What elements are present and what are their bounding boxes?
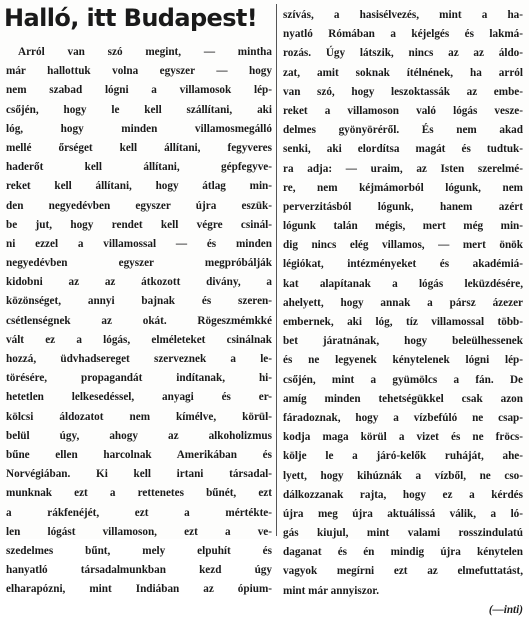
text-line: hanyatló társadalmunkban kezd úgy [6,564,272,577]
text-line: negyedévben egyszer megpróbálják [6,257,272,270]
text-line: senki, aki elordítsa magát és tudtuk- [283,143,523,156]
article-column-right [283,6,523,620]
text-line: van szó, hogy leszoktassák az embe- [283,85,523,98]
text-line: Arról van szó megint, — mintha [18,46,272,58]
text-line: rozás. Úgy látszik, nincs az az áldo- [283,47,523,60]
text-line: elharapózni, mint Indiában az ópium- [6,583,272,596]
text-line: csétlenségnek az okát. Rögeszmémkké [6,314,272,327]
text-line: lóg, hogy minden villamosmegálló [6,122,272,135]
text-line: és ne legyenek kénytelenek lógni lép- [283,354,523,367]
text-line: vagyok megírni ezt az elmefuttatást, [283,565,523,578]
text-line: csőjén, mint a gyümölcs a fán. De [283,373,523,386]
text-line: haderőt kell állítani, gépfegyve- [6,161,272,174]
text-line: lógunk talán mégis, mert még min- [283,220,523,233]
article-title: Halló, itt Budapest! [4,4,258,32]
text-line: re, nem kéjmámorból lógunk, nem [283,181,523,194]
author-signature: (—inti) [488,603,523,616]
text-line: újra meg újra aktuálissá válik, a ló- [283,507,523,520]
text-line: reket a villamoson való lógás vesze- [283,104,523,117]
text-line: már hallottuk volna egyszer — hogy [6,65,272,78]
text-line: kidobni az az átkozott divány, a [6,276,272,289]
text-line: bet járatnának, hogy beleülhessenek [283,335,523,348]
text-line: ra adja: — uraim, az Isten szerelmé- [283,162,523,175]
text-line: vált ez a lógás, elméleteket csinálnak [6,333,272,346]
text-line: gás kiujul, mint valami rosszindulatú [283,527,523,540]
text-line: légiókat, intézményeket és akadémiá- [283,258,523,271]
text-line: közönséget, annyi bajnak és szeren- [6,295,272,308]
text-line: ni ezzel a villamossal — és minden [6,237,272,250]
text-line: nyatló Rómában a kéjelgés és lakmá- [283,28,523,41]
text-line: hetetlen lelkesedéssel, anyagi és er- [6,391,272,404]
text-line: belül úgy, ahogy az alkoholizmus [6,429,272,442]
text-line: mellé őrséget kell állítani, fegyveres [6,141,272,154]
text-line: ahelyett, hogy annak a pársz ázezer [283,296,523,309]
text-line: amíg minden tehetségükkel csak azon [283,392,523,405]
text-line: a rákfenéjét, ezt a mértékte- [6,506,272,519]
text-line: Norvégiában. Ki kell irtani társadal- [6,468,272,481]
text-line: daganat és én mindig újra kénytelen [283,546,523,559]
text-line: törésére, propagandát indítanak, hi- [6,372,272,385]
text-line: szívás, a hasisélvezés, mint a ha- [283,9,523,21]
article-column-left [6,43,272,599]
text-line: munknak ezt a rettenetes bűnét, ezt [6,487,272,500]
text-line: embernek, aki lóg, tíz villamossal több- [283,316,523,328]
text-line: dig nincs elég villamos, — mert önök [283,239,523,252]
text-line: kodja maga körül a vizet és ne fröcs- [283,431,523,444]
text-line: szedelmes bűnt, mely elpuhít és [6,544,272,557]
text-line: zat, amit soknak ítélnének, ha arról [283,66,523,79]
text-line: fáradoznak, hogy a vízbefúló ne csap- [283,411,523,424]
text-line: lyett, hogy kihúznák a vízből, ne cso- [283,469,523,482]
text-line: reket kell állítani, hogy átlag min- [6,180,272,193]
text-line: kölje le a járó-kelők ruháját, ahe- [283,450,523,463]
text-line: bűne ellen harcolnak Amerikában és [6,448,272,461]
text-line: delmes gyönyöréről. És nem akad [283,124,523,137]
text-line: kölcsi áldozatot nem kímélve, körül- [6,410,272,423]
text-line: den negyedévben egyszer újra eszük- [6,199,272,212]
text-line: be jut, hogy rendet kell végre csinál- [6,218,272,231]
column-divider [276,4,277,536]
text-line: len lógást villamoson, ezt a ve- [6,525,272,538]
text-line: perverzitásból lógunk, hanem azért [283,200,523,213]
text-line: kat alapítanak a lógás leküzdésére, [283,277,523,290]
text-line: nem szabad lógni a villamosok lép- [6,84,272,97]
text-line: hozzá, üdvhadsereget szerveznek a le- [6,353,272,365]
text-line: csőjén, hogy le kell szállítani, aki [6,103,272,116]
text-line: mint már annyiszor. [283,584,380,597]
text-line: dálkozzanak rajta, hogy ez a kérdés [283,488,523,501]
